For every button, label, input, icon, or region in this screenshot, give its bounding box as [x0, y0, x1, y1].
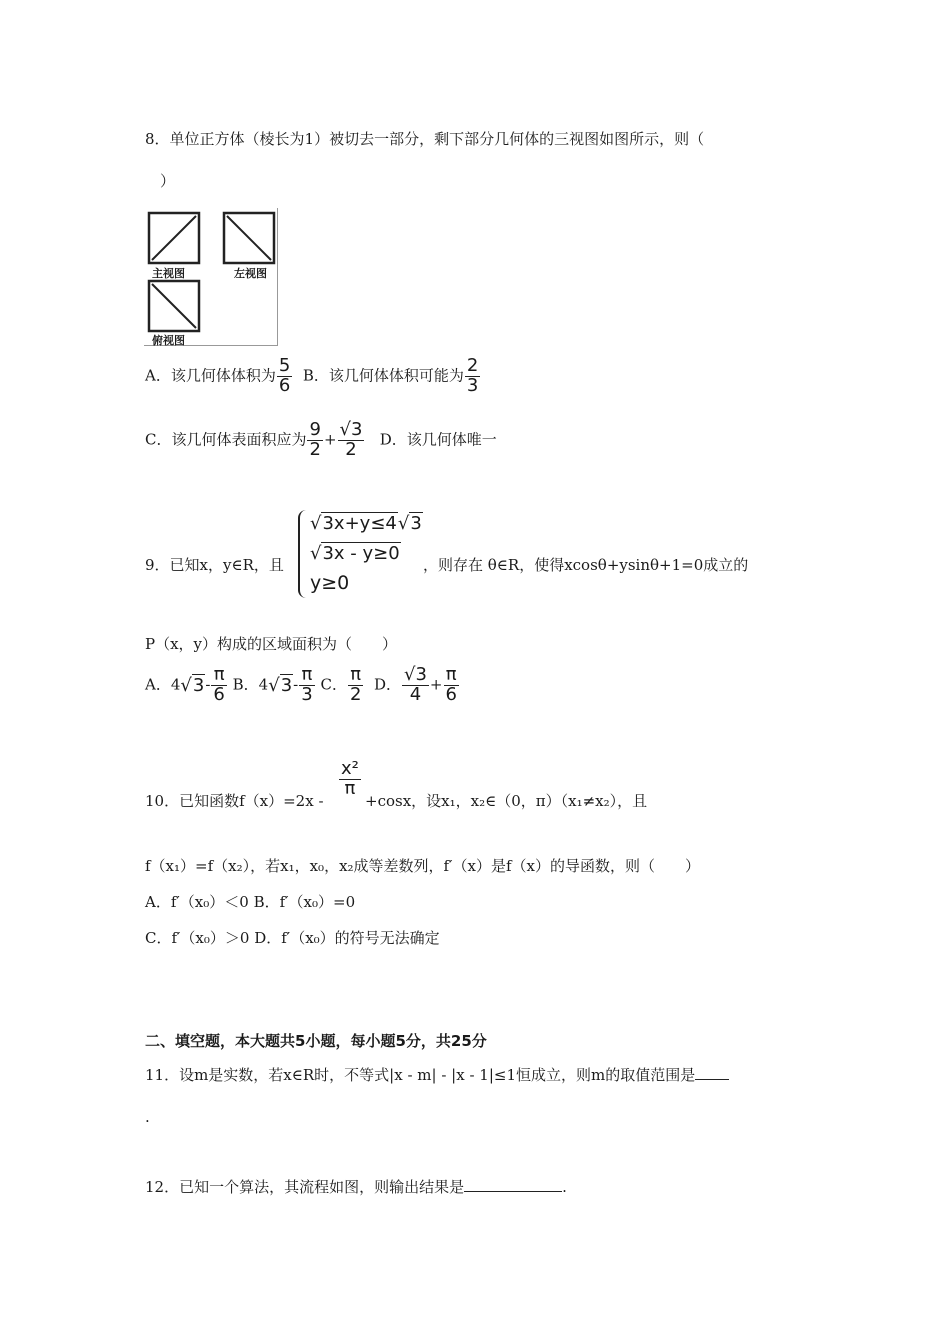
q9-option-d: D．	[373, 675, 401, 694]
q9-ineq-1: √3x+y≤4√3	[310, 513, 422, 534]
sqrt-sign: √	[403, 664, 416, 685]
q11-answer-blank[interactable]	[695, 1079, 729, 1080]
q9-fraction-d1: $\frac{√3}{4}$	[403, 664, 427, 705]
q8-option-a: A．该几何体体积为	[145, 366, 276, 385]
q8-option-c-d	[145, 421, 497, 460]
q8-stem: 8．单位正方体（棱长为1）被切去一部分，剩下部分几何体的三视图如图所示，则（	[145, 130, 705, 148]
q8-stem-end: ）	[160, 172, 176, 190]
q10-mid: +cosx，设x₁，x₂∈（0，π）（x₁≠x₂），且	[365, 792, 648, 810]
q9-options: A．4√3- $\frac{\pi}{6}$ B．4√3- $\frac{\pi}{3}$ C． $\frac{\pi}{2}$ D． $\frac{√3}{4}$ + $\frac{\pi}{6}$	[145, 664, 457, 705]
q8-option-d: D．该几何体唯一	[379, 430, 497, 449]
q8-fraction-c1: $\frac{9}{2}$	[309, 419, 321, 460]
q9-ineq-2: √3x - y≥0	[310, 543, 400, 564]
q10-prefix: 10．已知函数f（x）=2x -	[145, 792, 324, 810]
q8-option-c: C．该几何体表面积应为	[145, 430, 307, 449]
q9-suffix: ，则存在 θ∈R，使得xcosθ+ysinθ+1=0成立的	[423, 556, 749, 574]
q11-stem	[145, 1064, 729, 1085]
minus-sign: -	[205, 675, 211, 694]
q10-option-c-d: C．f′（x₀）＞0 D．f′（x₀）的符号无法确定	[145, 929, 440, 947]
q11-text: 11．设m是实数，若x∈R时，不等式|x - m| - |x - 1|≤1恒成立，则m的取值范围是	[145, 1066, 696, 1084]
q9-inequality-system	[298, 510, 423, 600]
q12-period: .	[562, 1178, 567, 1196]
sqrt-sign: √	[397, 513, 410, 534]
q10-option-a-b: A．f′（x₀）＜0 B．f′（x₀）=0	[145, 893, 356, 911]
q8-fraction-a: $\frac{5}{6}$	[278, 355, 291, 396]
q9-fraction-c: $\frac{\pi}{2}$	[349, 664, 362, 705]
q8-fraction-c2: $\frac{√3}{2}$	[339, 419, 363, 460]
q8-option-b: B．该几何体体积可能为	[302, 366, 464, 385]
plus-sign: +	[429, 675, 443, 694]
section-2-heading: 二、填空题，本大题共5小题，每小题5分，共25分	[145, 1032, 487, 1050]
q9-fraction-d2: $\frac{\pi}{6}$	[445, 664, 457, 705]
front-view-label: 主视图	[152, 267, 185, 280]
sqrt-sign: √	[310, 543, 322, 564]
plus-sign: +	[323, 430, 337, 449]
q10-stem-line2: f（x₁）=f（x₂），若x₁，x₀，x₂成等差数列，f′（x）是f（x）的导函数，则（ ）	[145, 857, 700, 875]
q12-answer-blank[interactable]	[464, 1191, 562, 1192]
q8-option-a-b	[145, 357, 481, 396]
q11-stem-end: .	[145, 1108, 150, 1126]
minus-sign: -	[293, 675, 299, 694]
q9-option-b: B．4	[232, 675, 269, 694]
sqrt-sign: √	[180, 674, 192, 696]
q9-option-a: A．4	[145, 675, 181, 694]
sqrt-sign: √	[268, 674, 280, 696]
q9-prefix: 9．已知x，y∈R，且	[145, 556, 284, 574]
q12-text: 12．已知一个算法，其流程如图，则输出结果是	[145, 1178, 465, 1196]
q10-fraction: $\frac{\text{x²}}{\pi}$	[341, 758, 359, 799]
q9-option-c: C．	[320, 675, 347, 694]
q9-stem-line2: P（x，y）构成的区域面积为（ ）	[145, 635, 398, 653]
top-view-label: 俯视图	[152, 334, 185, 347]
q9-fraction-a: $\frac{\pi}{6}$	[213, 664, 225, 705]
three-view-figure	[144, 208, 278, 346]
sqrt-sign: √	[339, 419, 351, 440]
left-view-label: 左视图	[234, 267, 267, 280]
q9-ineq-3: y≥0	[310, 572, 350, 594]
q9-fraction-b: $\frac{\pi}{3}$	[301, 664, 313, 705]
sqrt-sign: √	[310, 513, 322, 534]
q8-fraction-b: $\frac{2}{3}$	[466, 355, 479, 396]
left-brace	[298, 510, 308, 598]
q12-stem	[145, 1176, 567, 1197]
